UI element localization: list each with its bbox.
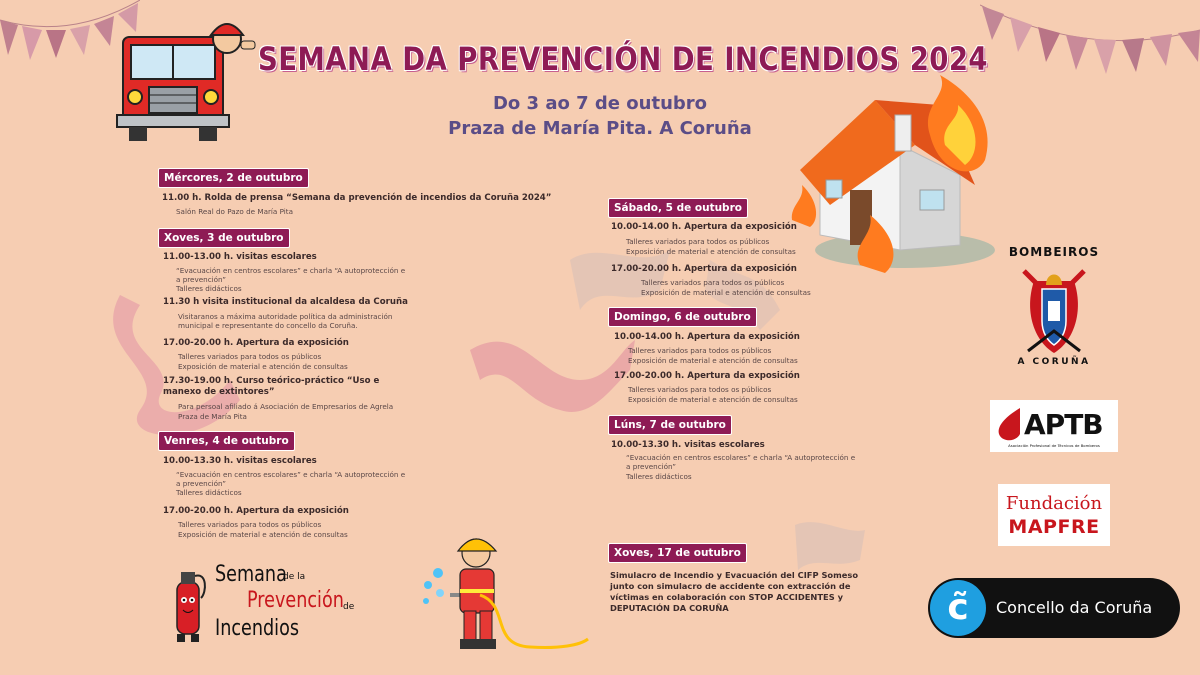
event-detail: Talleres didácticos [626,472,692,481]
event-detail: “Evacuación en centros escolares” e charla “A autoprotección e a prevención” [176,266,406,284]
event-heading: 17.00-20.00 h. Apertura da exposición [163,506,349,516]
aptb-logo-text: APTB [1024,408,1103,441]
event-detail: Exposición de material e atención de consultas [178,530,348,539]
bombeiros-logo-title: BOMBEIROS [1008,245,1100,259]
event-heading: 11.00 h. Rolda de prensa “Semana da prevención de incendios da Coruña 2024” [162,193,552,203]
fundacion-mapfre-logo [998,484,1110,546]
fire-truck-illustration [115,15,275,145]
fire-shield-icon [1014,261,1094,357]
event-detail: Salón Real do Pazo de María Pita [176,207,294,216]
aptb-logo-subtitle: Asociación Profesional de Técnicos de Bomberos [1008,443,1100,448]
venue: Praza de María Pita. A Coruña [448,118,752,139]
semana-logo-word: de [343,602,355,612]
extinguisher-mascot-icon [167,562,209,644]
flame-drop-icon [994,406,1024,442]
concello-coruna-logo [928,578,1180,638]
event-heading: 17.00-20.00 h. Apertura da exposición [611,264,797,274]
mapfre-logo-fundacion: Fundación [1005,493,1103,514]
day-label-domingo: Domingo, 6 de outubro [608,307,757,327]
mapfre-logo-name: MAPFRE [1008,516,1100,538]
event-detail: “Evacuación en centros escolares” e charla “A autoprotección e a prevención” [626,453,856,471]
day-label-venres: Venres, 4 de outubro [158,431,295,451]
event-heading: 11.30 h visita institucional da alcaldesa da Coruña [163,297,408,307]
event-detail: Praza de María Pita [178,412,247,421]
event-detail: Para persoal afiliado á Asociación de Empresarios de Agrela [178,402,394,411]
semana-prevencion-logo [165,560,365,645]
event-heading: 17.00-20.00 h. Apertura da exposición [163,338,349,348]
bombeiros-logo-city: A CORUÑA [1017,357,1091,367]
semana-logo-word: de la [283,572,306,582]
event-detail: Visitaranos a máxima autoridade política da administración municipal e representante do concello da Coruña. [178,312,393,330]
aptb-logo [990,400,1118,452]
event-detail: Talleres variados para todos os públicos [641,278,785,287]
event-heading: 11.00-13.00 h. visitas escolares [163,252,317,262]
concello-emblem-glyph: c̃ [947,587,969,628]
day-label-sabado: Sábado, 5 de outubro [608,198,748,218]
event-detail: Talleres variados para todos os públicos [178,520,322,529]
event-detail: Exposición de material e atención de consultas [641,288,811,297]
semana-logo-word: Prevención [247,588,344,613]
event-detail: Exposición de material e atención de consultas [178,362,348,371]
event-heading: 10.00-13.30 h. visitas escolares [163,456,317,466]
semana-logo-word: Semana [215,562,287,587]
event-heading: 10.00-14.00 h. Apertura da exposición [611,222,797,232]
semana-logo-word: Incendios [215,616,300,641]
burning-house-illustration [790,75,1000,275]
event-detail: Exposición de material e atención de consultas [628,395,798,404]
day-label-xoves-17: Xoves, 17 de outubro [608,543,747,563]
poster-title: SEMANA DA PREVENCIÓN DE INCENDIOS 2024 [258,40,989,78]
day-label-luns: Lúns, 7 de outubro [608,415,732,435]
event-heading: 17.30-19.00 h. Curso teórico-práctico “Uso e manexo de extintores” [163,376,380,397]
day-label-mercores: Mércores, 2 de outubro [158,168,309,188]
event-heading: 17.00-20.00 h. Apertura da exposición [614,371,800,381]
event-detail: Talleres variados para todos os públicos [628,346,772,355]
event-detail: Talleres didácticos [176,488,242,497]
day-label-xoves-3: Xoves, 3 de outubro [158,228,290,248]
date-range: Do 3 ao 7 de outubro [492,93,708,114]
event-detail: Exposición de material e atención de consultas [626,247,796,256]
event-detail: Talleres variados para todos os públicos [626,237,770,246]
event-detail: Talleres variados para todos os públicos [178,352,322,361]
event-detail: Talleres variados para todos os públicos [628,385,772,394]
event-detail: “Evacuación en centros escolares” e charla “A autoprotección e a prevención” [176,470,406,488]
event-detail: Talleres didácticos [176,284,242,293]
simulacro-description: Simulacro de Incendio y Evacuación del CIFP Someso junto con simulacro de accidente con extracción de víctimas en colaboración con STOP ACCIDENTES y DEPUTACIÓN DA CORUÑA [610,570,859,613]
event-heading: 10.00-13.30 h. visitas escolares [611,440,765,450]
bunting-right [980,0,1200,95]
event-detail: Exposición de material e atención de consultas [628,356,798,365]
firefighter-illustration [420,535,590,660]
bombeiros-coruna-logo [1000,245,1108,375]
concello-logo-text: Concello da Coruña [996,598,1153,617]
event-heading: 10.00-14.00 h. Apertura da exposición [614,332,800,342]
